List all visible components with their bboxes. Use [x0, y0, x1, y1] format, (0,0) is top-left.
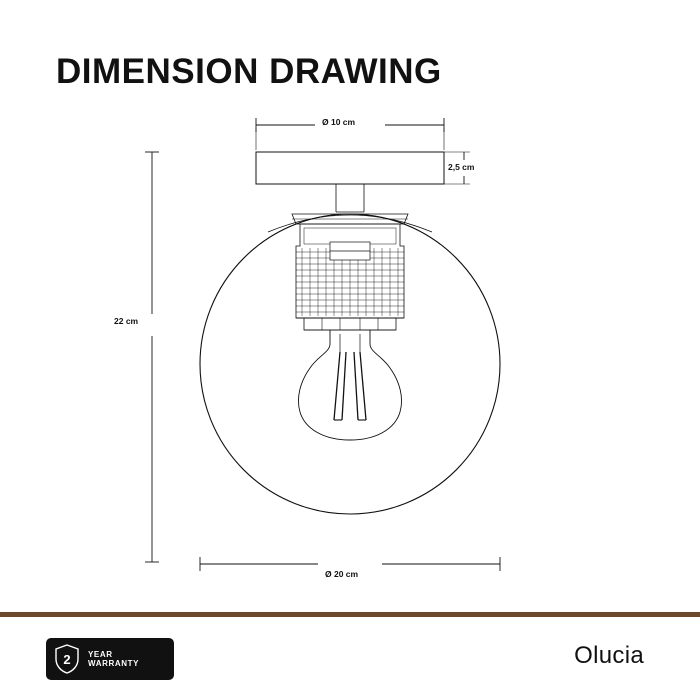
warranty-badge-text [88, 650, 139, 668]
dimension-label-total-height: 22 cm [114, 316, 139, 326]
page-title: DIMENSION DRAWING [56, 52, 442, 91]
warranty-years-number: 2 [63, 651, 71, 667]
dimension-label-globe-diameter: Ø 20 cm [325, 569, 359, 579]
light-bulb [298, 330, 401, 440]
dimension-label-canopy-diameter: Ø 10 cm [322, 117, 356, 127]
footer-accent-rule [0, 612, 700, 617]
shield-icon [54, 644, 80, 674]
warranty-badge-line2: WARRANTY [88, 659, 140, 668]
warranty-badge-line1: YEAR [88, 649, 113, 659]
canopy-plate [256, 152, 444, 184]
lamp-socket-assembly [292, 184, 408, 330]
warranty-badge [46, 638, 174, 680]
dimension-label-canopy-height: 2,5 cm [448, 162, 475, 172]
dimension-left-total-height [145, 152, 159, 562]
brand-name: Olucia [574, 642, 644, 669]
footer [0, 612, 700, 700]
